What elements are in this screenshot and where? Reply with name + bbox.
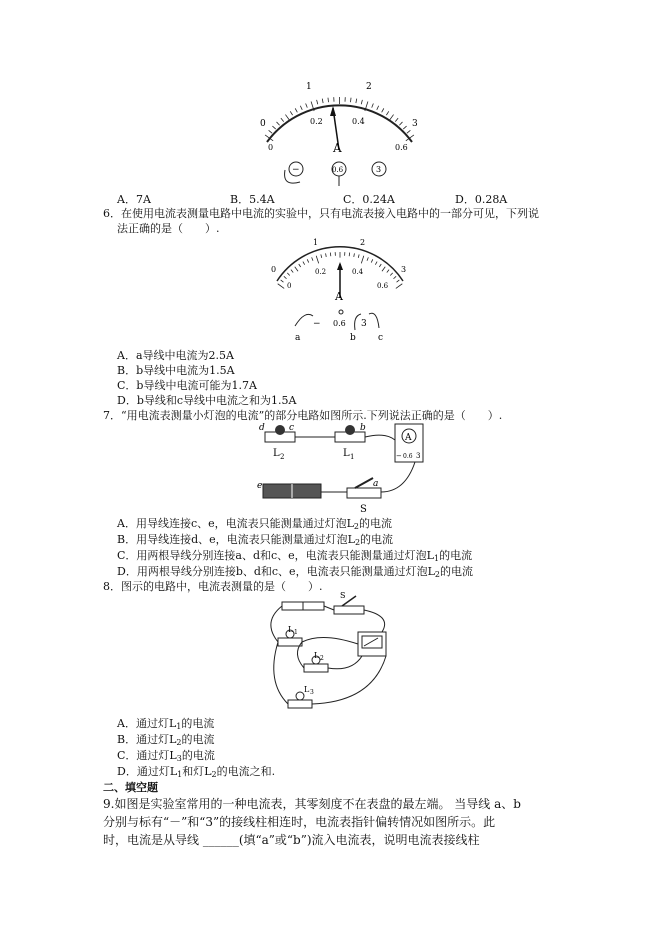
q6-unit: A	[335, 290, 343, 303]
q5-terminal-06: 0.6	[332, 166, 344, 174]
q7-option-b-sub: 2	[354, 538, 361, 547]
scale-tick	[382, 267, 385, 272]
q6-wire-c: c	[378, 333, 384, 343]
q6-terminal-06: 0.6	[333, 319, 346, 328]
scale-tick	[291, 270, 293, 273]
scale-tick	[379, 264, 381, 267]
q7-stem: 7．“用电流表测量小灯泡的电流”的部分电路如图所示.下列说法正确的是（ ）.	[103, 409, 503, 422]
q6-bottom-scale-2: 0.4	[352, 268, 364, 276]
scale-tick	[316, 256, 318, 264]
q8-label-s: S	[340, 592, 346, 600]
q5-bottom-scale-0: 0	[268, 143, 274, 152]
q8-option-d-mid: 和灯L	[182, 765, 212, 778]
q7-option-d-sub: 2	[434, 570, 440, 579]
scale-tick	[387, 270, 389, 273]
q7-option-b-post: 的电流	[360, 533, 394, 546]
q5-option-c[interactable]: C．0.24A	[343, 193, 395, 206]
q8-option-d-sub1: 1	[177, 770, 183, 779]
scale-tick	[386, 111, 388, 115]
q6-bottom-scale-1: 0.2	[315, 268, 327, 276]
q6-wire-b: b	[350, 333, 356, 343]
q7-label-l2-sub: 2	[280, 453, 285, 461]
scale-tick	[272, 126, 275, 129]
scale-tick	[382, 108, 384, 112]
scale-tick	[317, 100, 318, 104]
q7-circuit-figure	[255, 420, 425, 520]
q7-label-a: a	[373, 479, 379, 489]
q8-option-b-pre: B．通过灯L	[117, 733, 177, 746]
q7-option-d-pre: D．用两根导线分别连接b、d和c、e，电流表只能测量通过灯泡L	[117, 565, 435, 578]
q7-label-l1-sub: 1	[350, 453, 355, 461]
q7-option-c-pre: C．用两根导线分别连接a、d和c、e，电流表只能测量通过灯泡L	[117, 549, 434, 562]
q5-bottom-scale-3: 0.6	[395, 143, 408, 152]
q6-option-b[interactable]: B．b导线中电流为1.5A	[117, 364, 235, 377]
q8-option-d-pre: D．通过灯L	[117, 765, 178, 778]
scale-tick	[371, 259, 373, 262]
q5-option-d[interactable]: D．0.28A	[455, 193, 508, 206]
q5-terminal-3: 3	[376, 165, 382, 174]
q7-label-l2: L	[273, 448, 280, 459]
q7-option-a[interactable]	[117, 516, 392, 531]
scale-tick	[295, 108, 297, 112]
scale-tick	[295, 267, 298, 272]
q9-line3: 时，电流是从导线 ______(填“a”或“b”)流入电流表，说明电流表接线柱	[103, 833, 480, 847]
q5-ammeter-figure	[240, 72, 440, 192]
scale-tick	[403, 126, 406, 129]
q8-option-b[interactable]	[117, 732, 214, 747]
scale-tick	[285, 115, 289, 121]
q7-option-b-pre: B．用导线连接d、e，电流表只能测量通过灯泡L	[117, 533, 355, 546]
scale-tick	[361, 100, 362, 104]
scale-tick	[354, 253, 355, 257]
q9-line2: 分别与标有“－”和“3”的接线柱相连时，电流表指针偏转情况如图所示。此	[103, 815, 496, 829]
q5-bottom-scale-2: 0.4	[352, 117, 365, 126]
q8-option-c-pre: C．通过灯L	[117, 749, 177, 762]
q5-top-scale-3: 3	[412, 119, 418, 129]
q8-label-l3: L	[304, 685, 310, 694]
scale-tick	[407, 130, 410, 133]
scale-tick	[328, 98, 329, 102]
scale-tick	[395, 118, 398, 121]
q8-option-c-post: 的电流	[181, 749, 215, 762]
scale-tick	[394, 276, 397, 278]
scale-tick	[372, 103, 374, 107]
q8-label-l2-sub: 2	[320, 655, 324, 662]
q8-option-d-post: 的电流之和.	[216, 765, 276, 778]
scale-tick	[281, 118, 284, 121]
scale-tick	[284, 276, 287, 278]
q7-option-a-sub: 2	[353, 522, 360, 531]
scale-tick	[399, 122, 402, 125]
q6-wire-a: a	[295, 333, 301, 343]
scale-tick	[307, 259, 309, 262]
scale-tick	[287, 273, 289, 276]
q7-option-a-post: 的电流	[359, 517, 393, 530]
q7-ammeter-unit: A	[405, 433, 412, 443]
q6-terminal-minus: −	[313, 319, 321, 329]
q8-circuit-figure	[262, 592, 402, 714]
q6-top-scale-0: 0	[271, 265, 277, 274]
scale-tick	[377, 106, 379, 110]
scale-tick	[356, 99, 357, 103]
q8-label-l1: L	[288, 625, 294, 634]
q8-option-a-pre: A．通过灯L	[117, 717, 177, 730]
q7-option-d-post: 的电流	[439, 565, 473, 578]
q7-option-b[interactable]	[117, 532, 393, 547]
scale-tick	[361, 256, 363, 264]
q8-option-b-sub: 2	[176, 738, 182, 747]
q5-option-a[interactable]: A．7A	[117, 193, 151, 206]
q5-top-scale-1: 1	[306, 82, 312, 92]
scale-tick	[390, 273, 392, 276]
q5-top-scale-2: 2	[366, 82, 372, 92]
scale-tick	[375, 262, 377, 265]
scale-tick	[312, 257, 313, 260]
scale-tick	[269, 130, 272, 133]
scale-tick	[281, 280, 284, 282]
q7-label-l1: L	[343, 448, 350, 459]
q5-terminal-minus: −	[292, 165, 300, 175]
q9-line1: 9.如图是实验室常用的一种电流表，其零刻度不在表盘的最左端。 当导线 a、b	[103, 797, 521, 811]
scale-tick	[299, 264, 301, 267]
scale-tick	[367, 257, 368, 260]
q6-stem-line2: 法正确的是（ ）.	[117, 222, 220, 235]
q6-top-scale-3: 3	[401, 265, 407, 274]
scale-tick	[300, 106, 302, 110]
q6-option-d[interactable]: D．b导线和c导线中电流之和为1.5A	[117, 394, 297, 407]
scale-tick	[303, 262, 305, 265]
q8-option-a-post: 的电流	[181, 717, 215, 730]
q6-bottom-scale-3: 0.6	[377, 282, 389, 290]
q7-option-c-sub: 1	[434, 554, 440, 563]
q8-option-c[interactable]	[117, 748, 215, 763]
q6-option-a[interactable]: A．a导线中电流为2.5A	[117, 349, 234, 362]
q8-option-a[interactable]	[117, 716, 214, 731]
section-2-title: 二、填空题	[103, 781, 158, 794]
scale-tick	[358, 254, 359, 257]
q7-ammeter-minus: −	[396, 452, 402, 460]
q7-label-d: d	[259, 423, 265, 433]
q7-ammeter-3: 3	[416, 452, 421, 460]
q8-label-l1-sub: 1	[294, 629, 298, 636]
scale-tick	[290, 111, 292, 115]
q8-label-l2: L	[314, 651, 320, 660]
scale-tick	[397, 280, 400, 282]
q7-label-s: S	[360, 504, 367, 515]
q8-option-c-sub: 3	[176, 754, 182, 763]
q8-label-l3-sub: 3	[310, 689, 314, 696]
scale-tick	[389, 115, 393, 121]
q5-unit: A	[333, 141, 342, 155]
q6-top-scale-1: 1	[313, 238, 319, 247]
q7-option-c-post: 的电流	[439, 549, 473, 562]
q7-label-e: e	[257, 481, 263, 491]
scale-tick	[350, 98, 351, 102]
q6-bottom-scale-0: 0	[287, 282, 292, 290]
q8-stem: 8．图示的电路中，电流表测量的是（ ）.	[103, 580, 323, 593]
q5-option-b[interactable]: B．5.4A	[230, 193, 275, 206]
q8-option-b-post: 的电流	[181, 733, 215, 746]
q6-terminal-3: 3	[361, 319, 367, 329]
q8-option-a-sub: 1	[176, 722, 182, 731]
q6-option-c[interactable]: C．b导线中电流可能为1.7A	[117, 379, 257, 392]
scale-tick	[306, 103, 308, 107]
scale-tick	[322, 99, 323, 103]
scale-tick	[321, 254, 322, 257]
q8-option-d[interactable]	[117, 764, 275, 779]
q7-option-a-pre: A．用导线连接c、e，电流表只能测量通过灯泡L	[117, 517, 354, 530]
q5-bottom-scale-1: 0.2	[310, 117, 323, 126]
scale-tick	[396, 284, 402, 289]
q6-ammeter-figure	[265, 236, 415, 346]
scale-tick	[278, 284, 284, 289]
scale-tick	[326, 253, 327, 257]
q7-option-d[interactable]	[117, 564, 473, 579]
q6-top-scale-2: 2	[360, 238, 366, 247]
q7-option-c[interactable]	[117, 548, 472, 563]
q7-label-b: b	[360, 423, 366, 433]
q5-top-scale-0: 0	[260, 119, 266, 129]
scale-tick	[277, 122, 280, 125]
q6-stem-line1: 6．在使用电流表测量电路中电流的实验中，只有电流表接入电路中的一部分可见，下列说	[103, 207, 539, 220]
q7-label-c: c	[289, 423, 295, 433]
q8-option-d-sub2: 2	[211, 770, 217, 779]
q7-ammeter-06: 0.6	[403, 453, 413, 460]
